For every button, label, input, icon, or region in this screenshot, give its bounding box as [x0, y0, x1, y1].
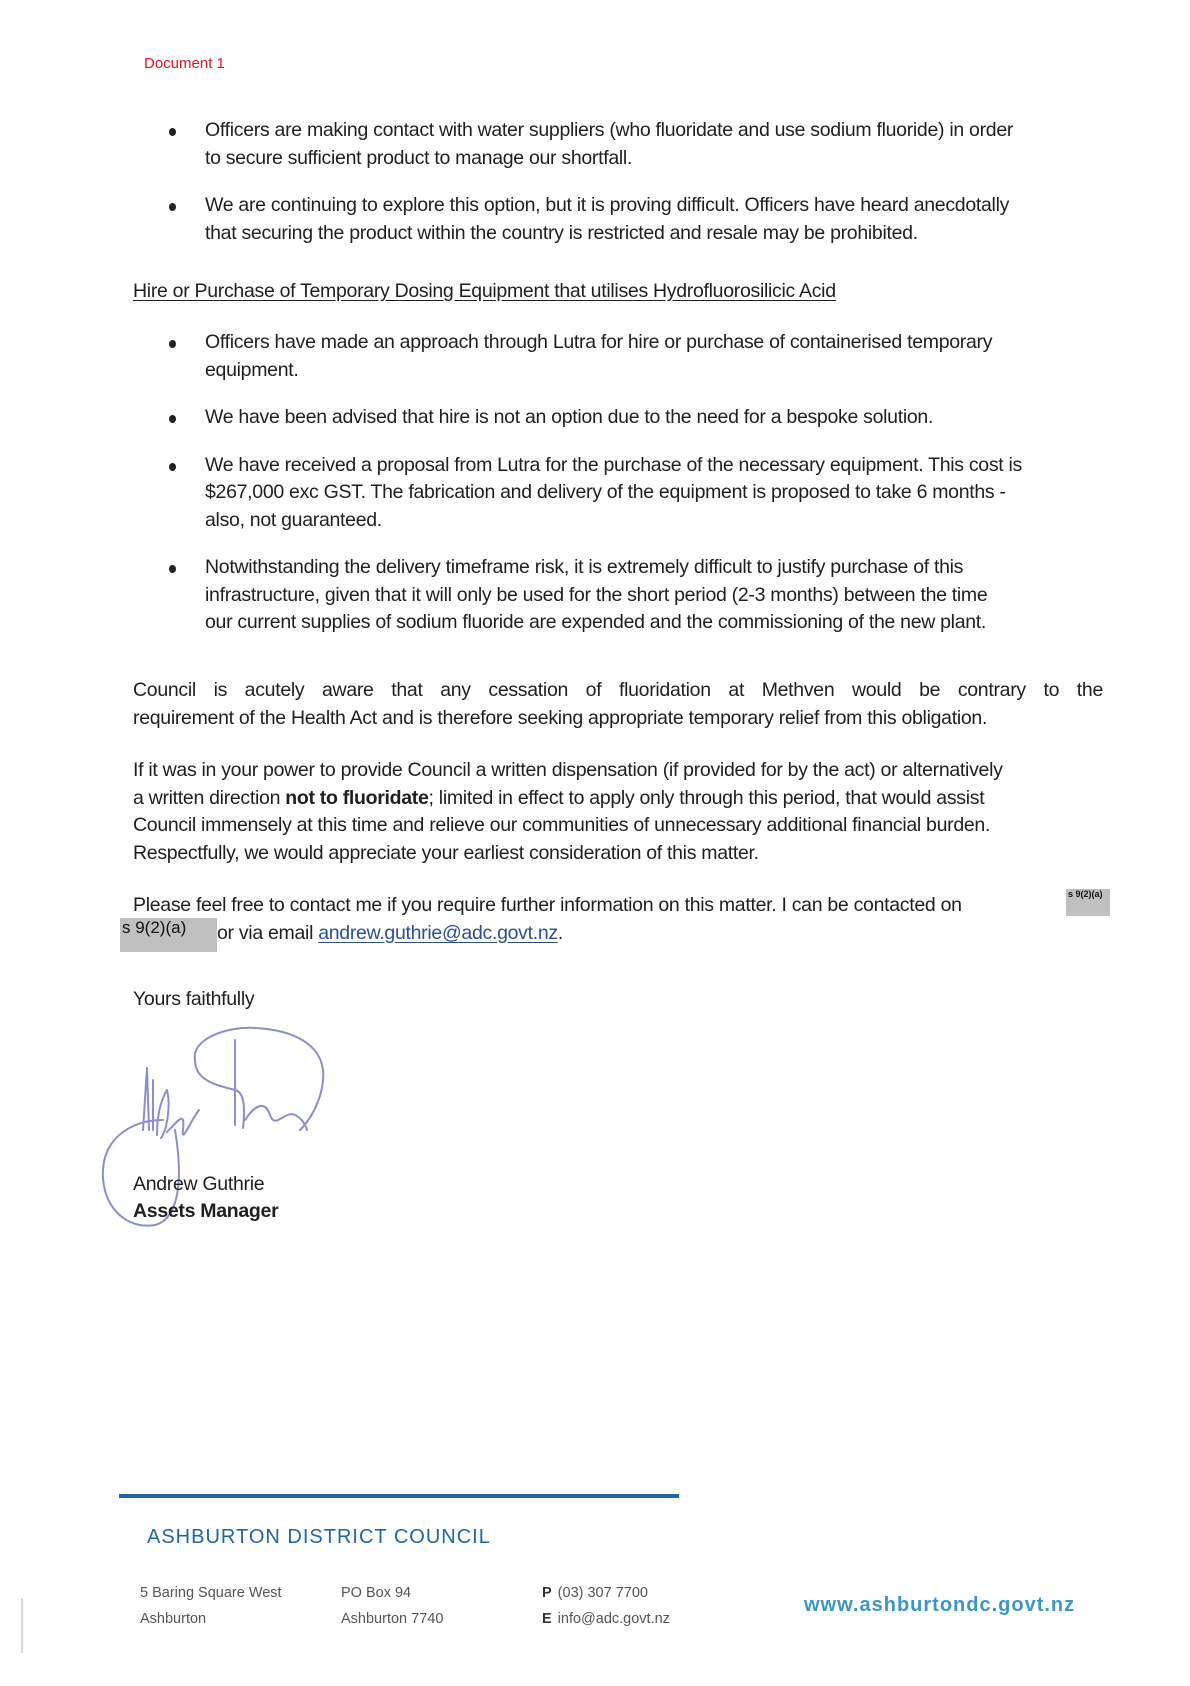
- list-item: [133, 117, 1103, 172]
- list-item: [133, 404, 1103, 432]
- list-item: [133, 192, 1103, 247]
- email-link[interactable]: andrew.guthrie@adc.govt.nz: [318, 921, 558, 944]
- bullet-icon: [169, 415, 176, 423]
- paragraph-line: Respectfully, we would appreciate your earliest consideration of this matter.: [133, 841, 759, 864]
- document-label: Document 1: [144, 55, 225, 72]
- emphasis-not-to-fluoridate: not to fluoridate: [285, 786, 429, 809]
- list-item: [133, 452, 1103, 535]
- footer-divider: [119, 1494, 679, 1498]
- email-label: E: [542, 1611, 552, 1627]
- phone-label: P: [542, 1585, 552, 1601]
- bullet-icon: [169, 128, 176, 136]
- address-line: 5 Baring Square West: [140, 1585, 282, 1601]
- bullet-icon: [169, 565, 176, 573]
- phone-number: (03) 307 7700: [557, 1585, 648, 1601]
- footer-address: [140, 1580, 282, 1632]
- redaction-box: s 9(2)(a): [120, 918, 217, 952]
- text-span: .: [557, 921, 563, 944]
- paragraph-line: Council is acutely aware that any cessation of fluoridation at Methven would be contrary to the: [133, 679, 1103, 701]
- bullet-line: that securing the product within the country is restricted and resale may be prohibited.: [205, 221, 918, 244]
- paragraph-line: [133, 920, 1103, 948]
- paragraph-line: If it was in your power to provide Council a written dispensation (if provided for by the act) or alternatively: [133, 759, 1003, 781]
- bullet-line: Officers are making contact with water suppliers (who fluoridate and use sodium fluoride) in order: [205, 119, 1014, 141]
- scan-edge-mark: [21, 1598, 23, 1653]
- bullet-line: Notwithstanding the delivery timeframe risk, it is extremely difficult to justify purchase of this: [205, 556, 964, 578]
- bullet-icon: [169, 463, 176, 471]
- bullet-line: to secure sufficient product to manage our shortfall.: [205, 146, 633, 169]
- phone-line: [542, 1580, 670, 1606]
- text-span: a written direction: [133, 786, 286, 809]
- bullet-line: infrastructure, given that it will only be used for the short period (2-3 months) between the time: [205, 583, 988, 606]
- bullet-line: We have received a proposal from Lutra for the purchase of the necessary equipment. This cost is: [205, 453, 1023, 476]
- bullet-line: also, not guaranteed.: [205, 508, 382, 531]
- section-heading: Hire or Purchase of Temporary Dosing Equipment that utilises Hydrofluorosilicic Acid: [133, 280, 836, 302]
- paragraph-line: [133, 785, 1103, 813]
- bullet-icon: [169, 203, 176, 211]
- paragraph-line: requirement of the Health Act and is therefore seeking appropriate temporary relief from this obligation.: [133, 706, 988, 729]
- contact-paragraph: [133, 892, 1103, 947]
- bullet-icon: [169, 340, 176, 348]
- footer-contact: [542, 1580, 670, 1632]
- bullet-line: equipment.: [205, 358, 299, 381]
- email-line: [542, 1606, 670, 1632]
- signatory-name: Andrew Guthrie: [133, 1173, 265, 1195]
- bullet-line: We are continuing to explore this option, but it is proving difficult. Officers have heard anecdotally: [205, 194, 1010, 216]
- footer-po-box: [341, 1580, 443, 1632]
- footer-org-name: ASHBURTON DISTRICT COUNCIL: [147, 1526, 491, 1548]
- text-span: or via email: [217, 921, 319, 944]
- paragraph-line: Council immensely at this time and relieve our communities of unnecessary additional financial burden.: [133, 814, 991, 836]
- dosing-equipment-bullets: [133, 329, 1103, 637]
- redaction-box: s 9(2)(a): [1066, 889, 1110, 916]
- footer-website[interactable]: www.ashburtondc.govt.nz: [804, 1594, 1076, 1616]
- list-item: [133, 554, 1103, 637]
- signatory-title: Assets Manager: [133, 1200, 279, 1222]
- bullet-line: Officers have made an approach through Lutra for hire or purchase of containerised temporary: [205, 331, 993, 353]
- bullet-line: We have been advised that hire is not an option due to the need for a bespoke solution.: [205, 406, 934, 428]
- text-span: ; limited in effect to apply only through this period, that would assist: [428, 786, 985, 809]
- footer-email[interactable]: info@adc.govt.nz: [557, 1611, 670, 1627]
- paragraph-line: Please feel free to contact me if you require further information on this matter. I can be contacted on: [133, 894, 962, 916]
- sodium-fluoride-bullets: [133, 117, 1103, 247]
- list-item: [133, 329, 1103, 384]
- dispensation-paragraph: [133, 757, 1103, 867]
- salutation: Yours faithfully: [133, 988, 255, 1010]
- bullet-line: $267,000 exc GST. The fabrication and delivery of the equipment is proposed to take 6 months -: [205, 481, 1006, 503]
- council-aware-paragraph: [133, 677, 1103, 732]
- address-line: Ashburton: [140, 1611, 207, 1627]
- po-line: Ashburton 7740: [341, 1611, 444, 1627]
- po-line: PO Box 94: [341, 1585, 412, 1601]
- bullet-line: our current supplies of sodium fluoride are expended and the commissioning of the new plant.: [205, 611, 987, 633]
